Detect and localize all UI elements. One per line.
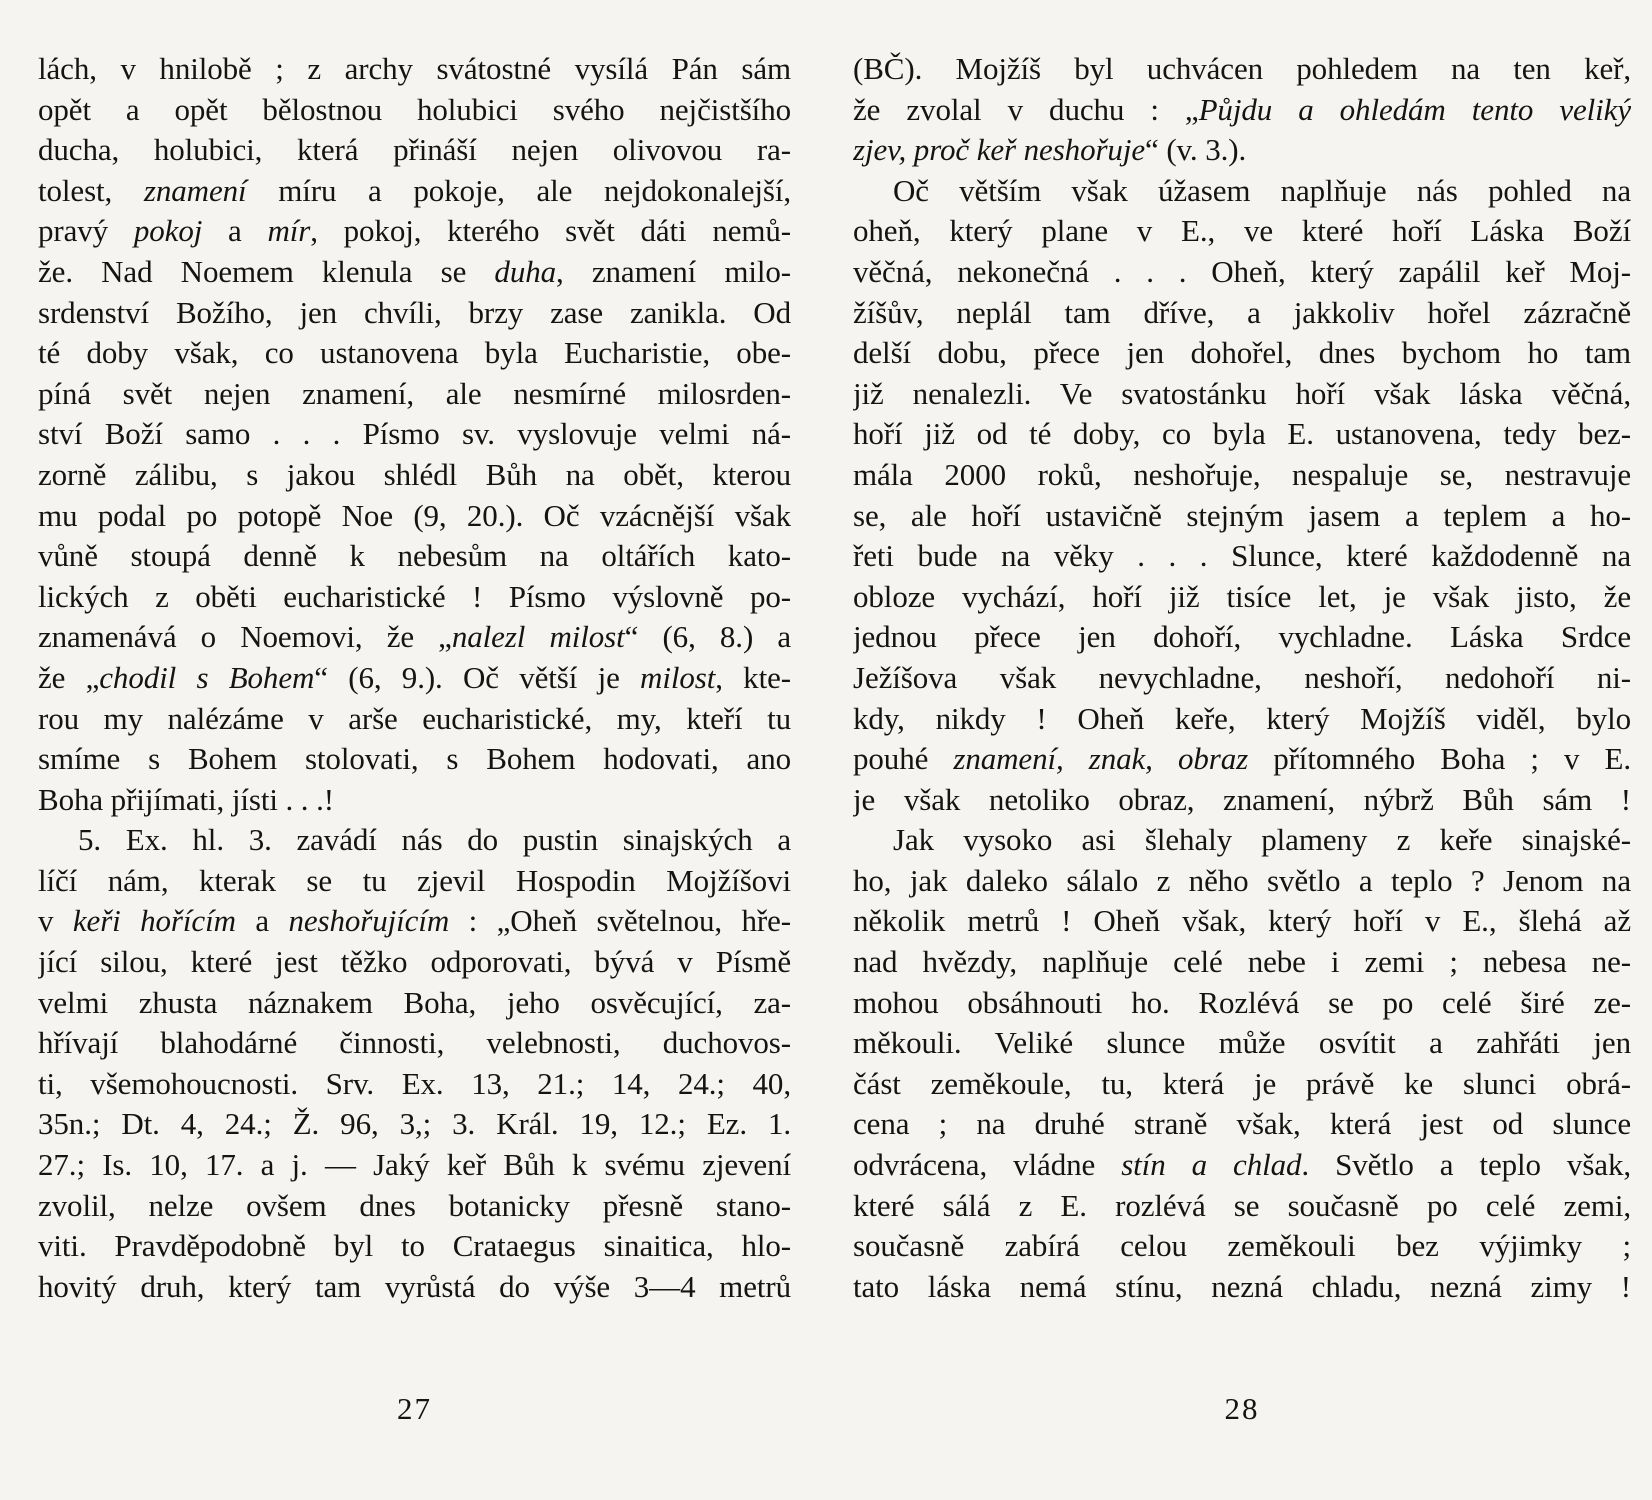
body-text: oheň, který plane v E., ve které hoří Láska Boží xyxy=(853,213,1631,249)
body-text: viti. Pravděpodobně byl to Crataegus sinaitica, hlo- xyxy=(38,1228,791,1264)
italic-text: Půjdu a ohledám tento veliký xyxy=(1198,91,1631,127)
body-text: Oč větším však úžasem naplňuje nás pohled na xyxy=(893,172,1631,208)
italic-text: chodil s Bohem xyxy=(99,659,315,695)
body-text: se, ale hoří ustavičně stejným jasem a teplem a ho- xyxy=(853,497,1631,533)
italic-text: milost xyxy=(640,659,716,695)
body-text: pravý xyxy=(38,213,134,249)
text-line xyxy=(38,820,791,861)
body-text: srdenství Božího, jen chvíli, brzy zase zanikla. Od xyxy=(38,294,791,330)
text-line xyxy=(853,414,1631,455)
body-text: ství Boží samo . . . Písmo sv. vyslovuje velmi ná- xyxy=(38,416,791,452)
body-text: odvrácena, vládne xyxy=(853,1147,1122,1183)
text-line xyxy=(38,536,791,577)
body-text: , znamení milo- xyxy=(556,253,791,289)
body-text: že. Nad Noemem klenula se xyxy=(38,253,495,289)
text-line xyxy=(38,577,791,618)
body-text: kdy, nikdy ! Oheň keře, který Mojžíš viděl, bylo xyxy=(853,700,1631,736)
body-text: ti, všemohoucnosti. Srv. Ex. 13, 21.; 14, 24.; 40, xyxy=(38,1065,791,1101)
text-line xyxy=(38,1186,791,1227)
body-text: tato láska nemá stínu, nezná chladu, nezná zimy ! xyxy=(853,1268,1631,1304)
body-text: , pokoj, kterého svět dáti nemů- xyxy=(310,213,791,249)
body-text: hřívají blahodárné činnosti, velebnosti, duchovos- xyxy=(38,1025,791,1061)
body-text: Jak vysoko asi šlehaly plameny z keře sinajské- xyxy=(893,822,1631,858)
body-text: lách, v hnilobě ; z archy svátostné vysílá Pán sám xyxy=(38,51,791,86)
text-line xyxy=(38,455,791,496)
body-text: řeti bude na věky . . . Slunce, které každodenně na xyxy=(853,538,1631,574)
body-text: . Světlo a teplo však, xyxy=(1301,1147,1631,1183)
text-line xyxy=(853,820,1631,861)
text-line xyxy=(853,739,1631,780)
text-line xyxy=(38,171,791,212)
body-text: opět a opět bělostnou holubici svého nejčistšího xyxy=(38,91,791,127)
text-line xyxy=(853,130,1631,171)
text-line xyxy=(853,942,1631,983)
body-text: “ (6, 8.) a xyxy=(624,619,791,655)
text-line xyxy=(38,1064,791,1105)
body-text: “ (6, 9.). Oč větší je xyxy=(314,659,641,695)
body-text: že „ xyxy=(38,659,100,695)
body-text: pouhé xyxy=(853,741,954,777)
text-line xyxy=(38,983,791,1024)
text-line xyxy=(853,1023,1631,1064)
text-line xyxy=(38,942,791,983)
text-line xyxy=(38,1226,791,1267)
text-line xyxy=(38,1267,791,1308)
italic-text: keři hořícím xyxy=(72,903,236,939)
italic-text: nalezl milost xyxy=(451,619,625,655)
text-line xyxy=(38,374,791,415)
text-line xyxy=(38,252,791,293)
text-line xyxy=(853,780,1631,821)
text-line xyxy=(38,1145,791,1186)
body-text: mu podal po potopě Noe (9, 20.). Oč vzácnější však xyxy=(38,497,791,533)
body-text: nad hvězdy, naplňuje celé nebe i zemi ; nebesa ne- xyxy=(853,944,1631,980)
body-text: jící silou, které jest těžko odporovati, bývá v Písmě xyxy=(38,944,791,980)
text-line xyxy=(853,49,1631,90)
body-text: je však netoliko obraz, znamení, nýbrž Bůh sám ! xyxy=(853,781,1631,817)
text-lines xyxy=(38,49,791,1307)
body-text: ho, jak daleko sálalo z něho světlo a teplo ? Jenom na xyxy=(853,862,1631,898)
body-text: měkouli. Veliké slunce může osvítit a zahřáti jen xyxy=(853,1025,1631,1061)
body-text: věčná, nekonečná . . . Oheň, který zapálil keř Moj- xyxy=(853,253,1631,289)
body-text: jednou přece jen dohoří, vychladne. Láska Srdce xyxy=(853,619,1631,655)
body-text: : „Oheň světelnou, hře- xyxy=(449,903,791,939)
body-text: několik metrů ! Oheň však, který hoří v E., šlehá až xyxy=(853,903,1631,939)
text-line xyxy=(853,455,1631,496)
text-line xyxy=(38,90,791,131)
text-line xyxy=(853,333,1631,374)
text-line xyxy=(853,90,1631,131)
body-text: žíšův, neplál tam dříve, a jakkoliv hořel zázračně xyxy=(853,294,1631,330)
text-line xyxy=(853,901,1631,942)
body-text: zvolil, nelze ovšem dnes botanicky přesně stano- xyxy=(38,1187,791,1223)
body-text: líčí nám, kterak se tu zjevil Hospodin Mojžíšovi xyxy=(38,862,791,898)
text-line xyxy=(853,496,1631,537)
body-text: obloze vychází, hoří již tisíce let, je však jisto, že xyxy=(853,578,1631,614)
text-line xyxy=(38,658,791,699)
body-text: delší dobu, přece jen dohořel, dnes bychom ho tam xyxy=(853,335,1631,371)
body-text: Boha přijímati, jísti . . .! xyxy=(38,781,334,817)
body-text: znamenává o Noemovi, že „ xyxy=(38,619,452,655)
text-line xyxy=(853,293,1631,334)
text-line xyxy=(38,333,791,374)
body-text: mála 2000 roků, neshořuje, nespaluje se, nestravuje xyxy=(853,456,1631,492)
text-line xyxy=(853,536,1631,577)
text-line xyxy=(38,617,791,658)
text-line xyxy=(853,211,1631,252)
italic-text: mír xyxy=(267,213,311,249)
body-text: již nenalezli. Ve svatostánku hoří však láska věčná, xyxy=(853,375,1631,411)
text-line xyxy=(38,414,791,455)
text-line xyxy=(853,374,1631,415)
body-text: ducha, holubici, která přináší nejen olivovou ra- xyxy=(38,132,791,168)
text-line xyxy=(853,252,1631,293)
text-line xyxy=(853,658,1631,699)
text-line xyxy=(38,1104,791,1145)
body-text: přítomného Boha ; v E. xyxy=(1248,741,1631,777)
body-text: smíme s Bohem stolovati, s Bohem hodovati, ano xyxy=(38,741,791,777)
body-text: a xyxy=(202,213,268,249)
text-line xyxy=(853,861,1631,902)
text-line xyxy=(38,49,791,90)
body-text: 5. Ex. hl. 3. zavádí nás do pustin sinajských a xyxy=(78,822,791,858)
body-text: hoří již od té doby, co byla E. ustanovena, tedy bez- xyxy=(853,416,1631,452)
body-text: míru a pokoje, ale nejdokonalejší, xyxy=(246,172,791,208)
body-text: že zvolal v duchu : „ xyxy=(853,91,1199,127)
page-number: 28 xyxy=(1224,1391,1260,1426)
text-line xyxy=(853,577,1631,618)
text-line xyxy=(38,861,791,902)
text-line xyxy=(853,1267,1631,1308)
body-text: velmi zhusta náznakem Boha, jeho osvěcující, za- xyxy=(38,984,791,1020)
italic-text: duha xyxy=(494,253,557,289)
book-page-right xyxy=(853,49,1631,1469)
text-line xyxy=(853,1186,1631,1227)
body-text: , kte- xyxy=(715,659,791,695)
text-line xyxy=(38,699,791,740)
body-text: vůně stoupá denně k nebesům na oltářích kato- xyxy=(38,538,791,574)
body-text: Ježíšova však nevychladne, neshoří, nedohoří ni- xyxy=(853,659,1631,695)
body-text: zorně zálibu, s jakou shlédl Bůh na obět, kterou xyxy=(38,456,791,492)
body-text: a xyxy=(235,903,289,939)
text-line xyxy=(38,1023,791,1064)
text-line xyxy=(853,171,1631,212)
text-line xyxy=(38,496,791,537)
body-text: mohou obsáhnouti ho. Rozlévá se po celé širé ze- xyxy=(853,984,1631,1020)
page-number: 27 xyxy=(397,1391,432,1426)
body-text: píná svět nejen znamení, ale nesmírné milosrden- xyxy=(38,375,791,411)
body-text: které sálá z E. rozlévá se současně po celé zemi, xyxy=(853,1187,1631,1223)
body-text: (BČ). Mojžíš byl uchvácen pohledem na ten keř, xyxy=(853,51,1631,86)
body-text: tolest, xyxy=(38,172,144,208)
italic-text: pokoj xyxy=(133,213,203,249)
italic-text: znamení xyxy=(143,172,247,208)
text-line xyxy=(853,699,1631,740)
italic-text: stín a chlad xyxy=(1121,1147,1302,1183)
body-text: v xyxy=(38,903,73,939)
body-text: 35n.; Dt. 4, 24.; Ž. 96, 3,; 3. Král. 19, 12.; Ez. 1. xyxy=(38,1106,791,1142)
text-line xyxy=(38,211,791,252)
body-text: 27.; Is. 10, 17. a j. — Jaký keř Bůh k svému zjevení xyxy=(38,1147,791,1183)
text-line xyxy=(853,1145,1631,1186)
text-line xyxy=(38,901,791,942)
text-line xyxy=(38,739,791,780)
italic-text: zjev, proč keř neshořuje xyxy=(853,132,1146,168)
text-line xyxy=(38,130,791,171)
body-text: “ (v. 3.). xyxy=(1145,132,1247,168)
text-line xyxy=(853,617,1631,658)
body-text: té doby však, co ustanovena byla Eucharistie, obe- xyxy=(38,335,791,371)
italic-text: znamení, znak, obraz xyxy=(953,741,1249,777)
text-lines xyxy=(853,49,1631,1307)
text-line xyxy=(38,780,791,821)
text-line xyxy=(853,1226,1631,1267)
italic-text: neshořujícím xyxy=(288,903,450,939)
text-line xyxy=(853,1064,1631,1105)
body-text: lických z oběti eucharistické ! Písmo výslovně po- xyxy=(38,578,791,614)
body-text: část zeměkoule, tu, která je právě ke slunci obrá- xyxy=(853,1065,1631,1101)
body-text: cena ; na druhé straně však, která jest od slunce xyxy=(853,1106,1631,1142)
book-page-left xyxy=(38,49,791,1469)
body-text: současně zabírá celou zeměkouli bez výjimky ; xyxy=(853,1228,1631,1264)
text-line xyxy=(38,293,791,334)
text-line xyxy=(853,1104,1631,1145)
body-text: rou my nalézáme v arše eucharistické, my, kteří tu xyxy=(38,700,791,736)
text-line xyxy=(853,983,1631,1024)
body-text: hovitý druh, který tam vyrůstá do výše 3—4 metrů xyxy=(38,1268,791,1304)
